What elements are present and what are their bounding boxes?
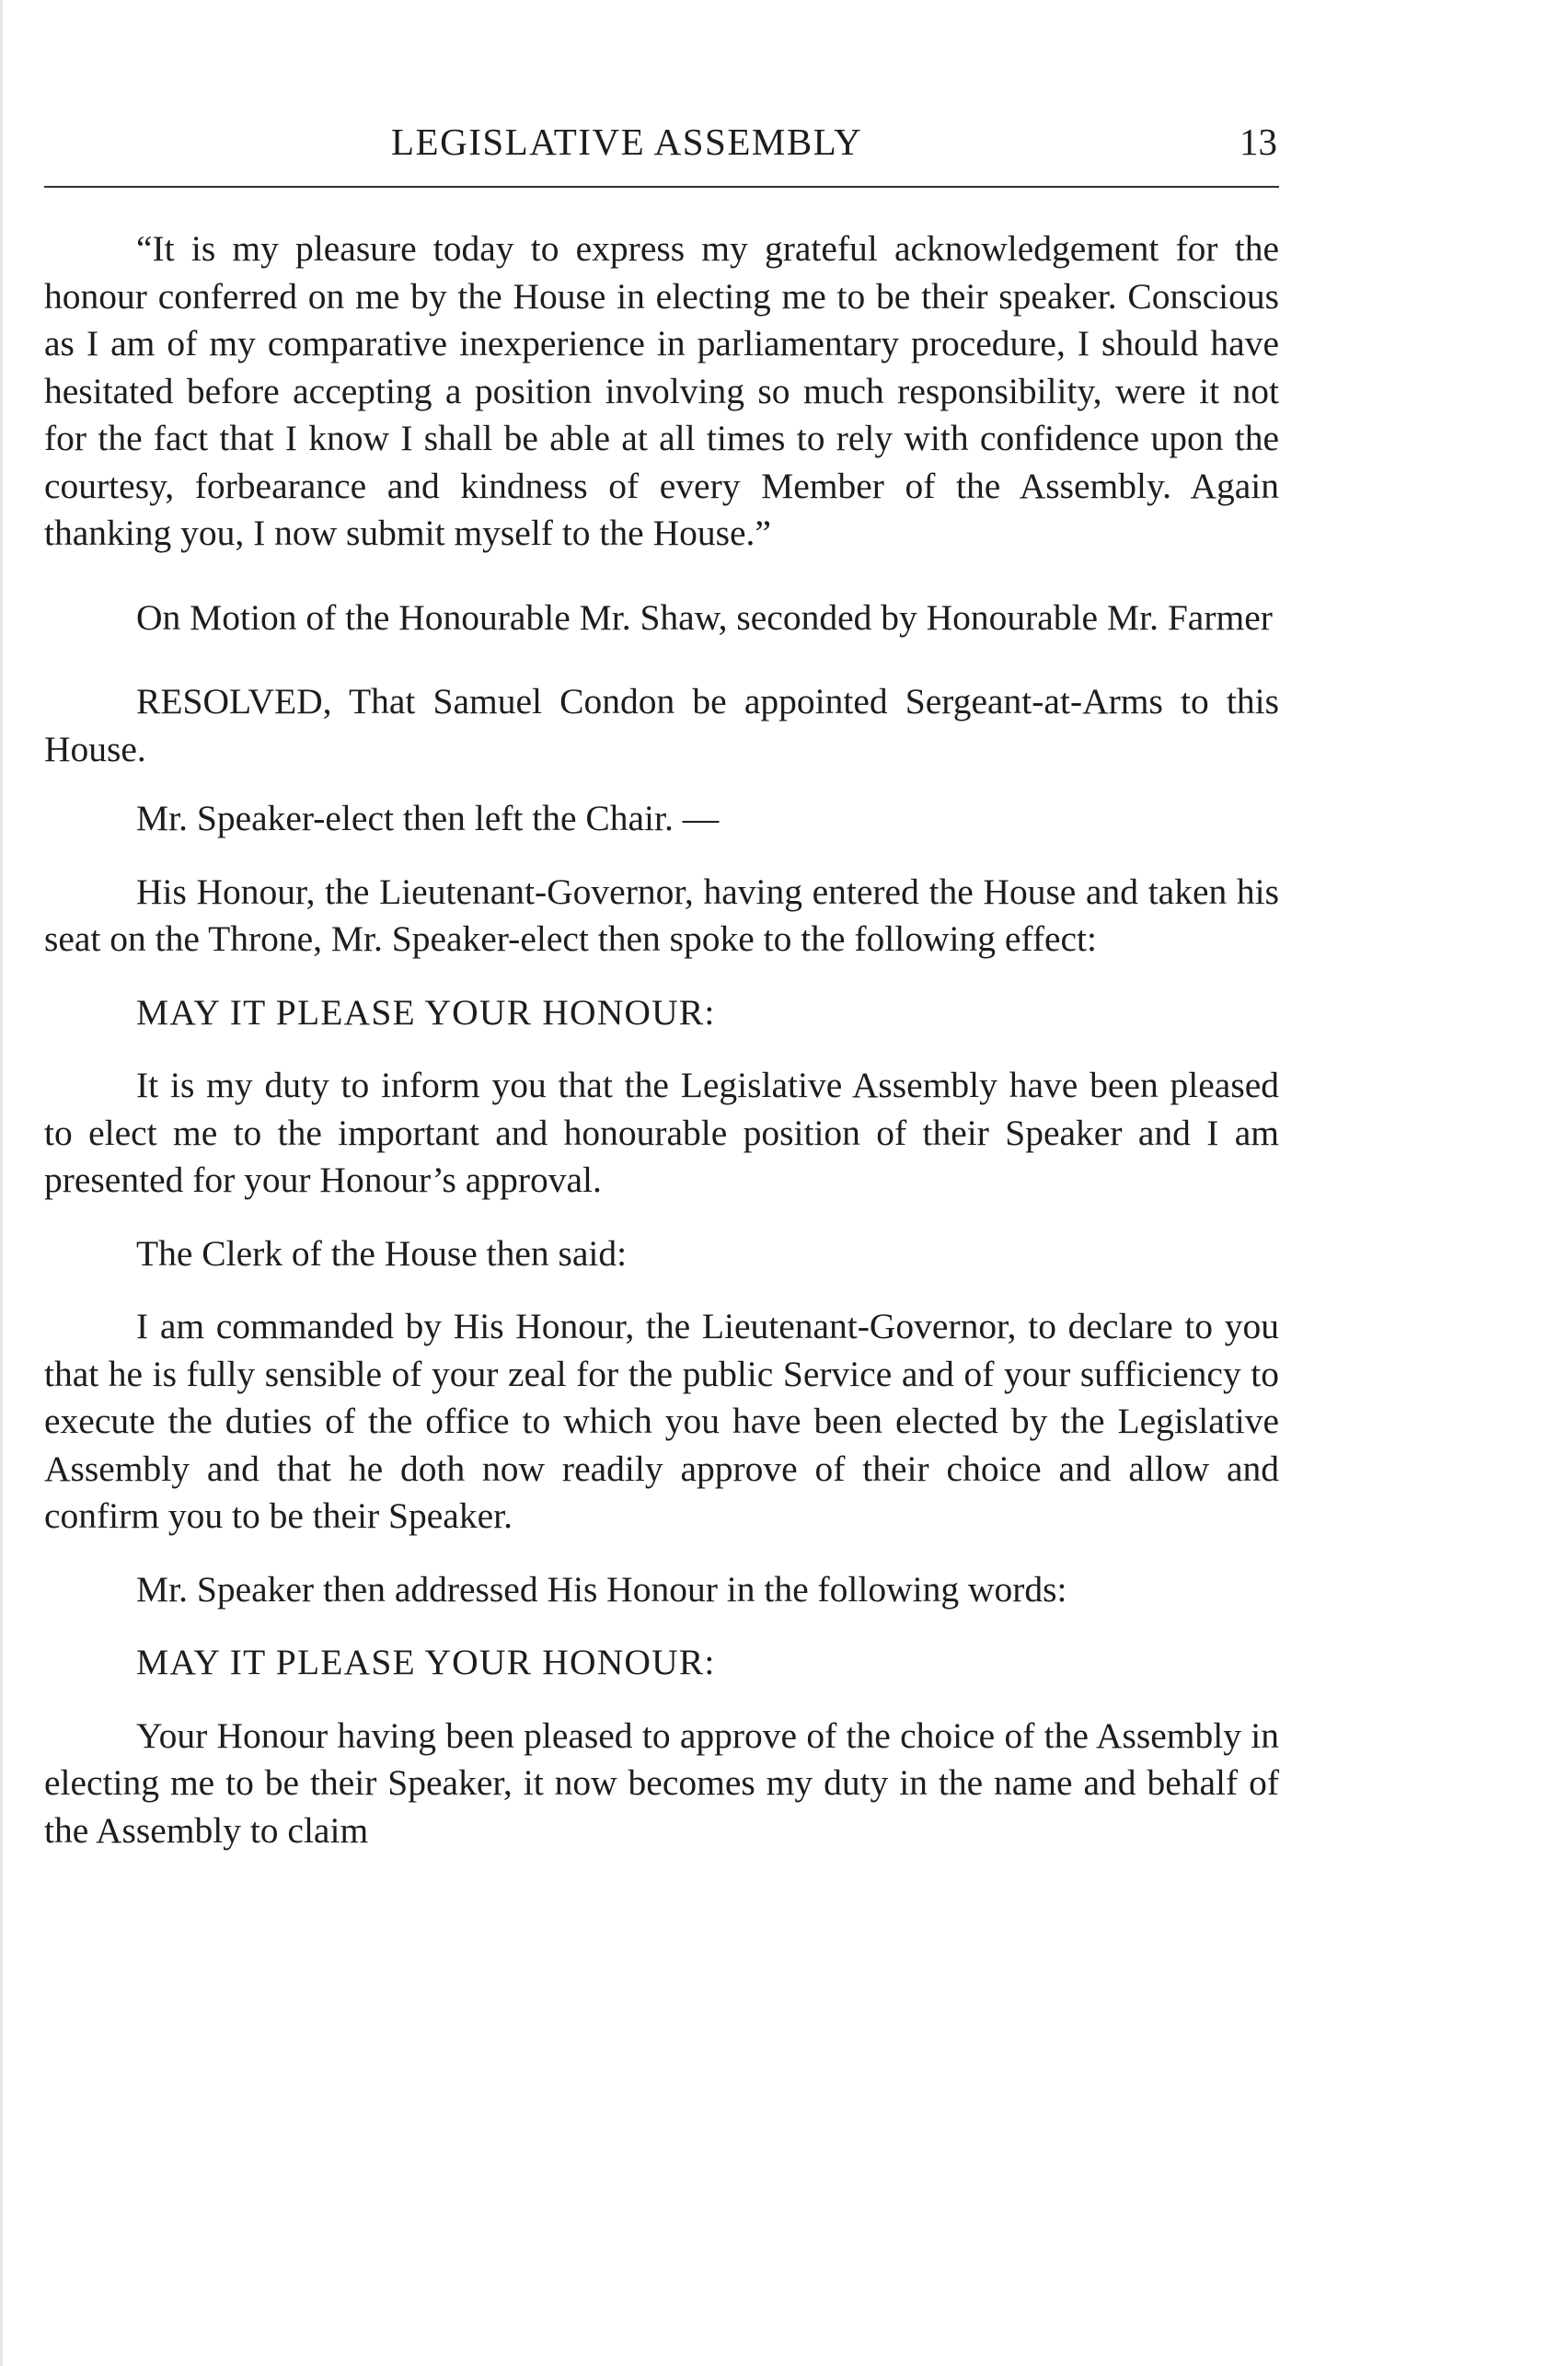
salutation-1: MAY IT PLEASE YOUR HONOUR:	[136, 991, 716, 1033]
paragraph-clerk-said: The Clerk of the House then said:	[136, 1232, 628, 1274]
page-number: 13	[1239, 121, 1277, 163]
paragraph-motion: On Motion of the Honourable Mr. Shaw, seconded by Honourable Mr. Farmer	[136, 596, 1273, 638]
paragraph-resolved: RESOLVED, That Samuel Condon be appointed Sergeant-at-Arms to this House.	[44, 681, 1279, 769]
paragraph-approve-choice: Your Honour having been pleased to approve of the choice of the Assembly in electing me to be their Speaker, it now becomes my duty in the name and behalf of the Assembly to claim	[44, 1714, 1279, 1851]
running-head	[44, 120, 1277, 175]
scan-edge-shadow	[0, 0, 3, 2366]
body-text	[44, 225, 1279, 1854]
paragraph-commanded: I am commanded by His Honour, the Lieutenant-Governor, to declare to you that he is fully sensible of your zeal for the public Service and of your sufficiency to execute the duties of the office to which you have been elected by the Legislative Assembly and that he doth now readily approve of their choice and allow and confirm you to be their Speaker.	[44, 1306, 1279, 1536]
paragraph-left-chair: Mr. Speaker-elect then left the Chair. —	[136, 798, 720, 838]
paragraph-lieutenant-governor-entered: His Honour, the Lieutenant-Governor, having entered the House and taken his seat on the Throne, Mr. Speaker-elect then spoke to the following effect:	[44, 871, 1279, 959]
running-title: LEGISLATIVE ASSEMBLY	[391, 121, 863, 163]
header-rule	[44, 186, 1279, 188]
paragraph-duty-to-inform: It is my duty to inform you that the Legislative Assembly have been pleased to elect me to the important and honourable position of their Speaker and I am presented for your Honour’s approval.	[44, 1065, 1279, 1200]
paragraph-speaker-acknowledgement: “It is my pleasure today to express my grateful acknowledgement for the honour conferred on me by the House in electing me to be their speaker. Conscious as I am of my comparative inexperience in parliamentary procedure, I should have hesitated before accepting a position involving so much responsibility, were it not for the fact that I know I shall be able at all times to rely with confidence upon the courtesy, forbearance and kindness of every Member of the Assembly. Again thanking you, I now submit myself to the House.”	[44, 228, 1279, 553]
salutation-2: MAY IT PLEASE YOUR HONOUR:	[136, 1642, 716, 1682]
paragraph-speaker-addressed: Mr. Speaker then addressed His Honour in the following words:	[136, 1568, 1067, 1610]
